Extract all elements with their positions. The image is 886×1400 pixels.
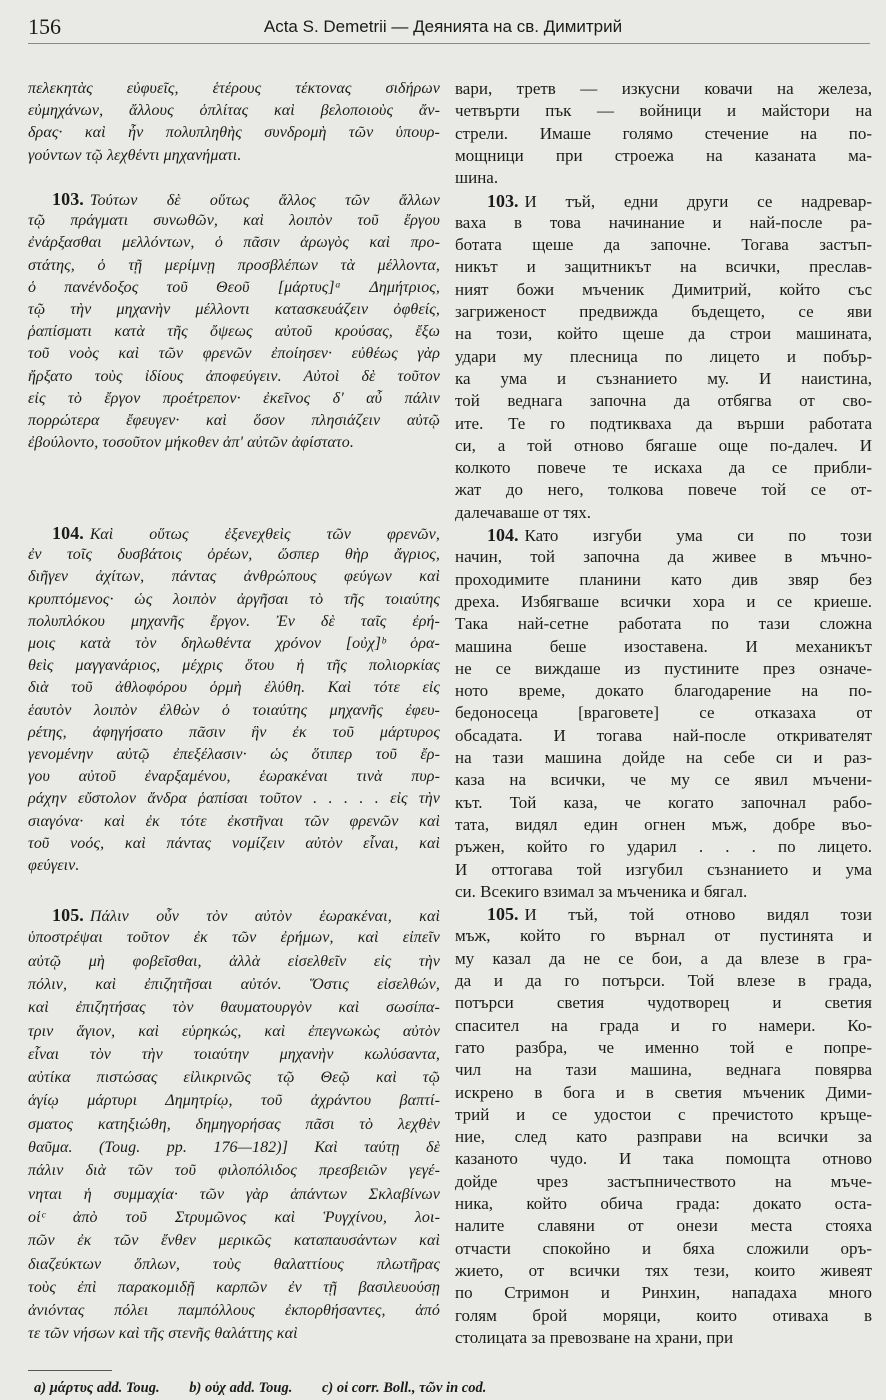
line-text: διῆγεν ἀχίτων, πάντας ἀνθρώπους φεύγων καὶ — [28, 568, 440, 586]
line-text: по Стримон и Ринхин, нападаха много — [455, 1283, 872, 1303]
text-line — [28, 677, 440, 699]
text-line — [52, 904, 440, 926]
text-line — [28, 1044, 440, 1066]
line-text: κρυπτόμενος· ὡς λοιπὸν ἀργῆσαι τὸ τῆς τοιαύτης — [28, 590, 440, 608]
line-text: бедоносеца [враговете] се отказаха от — [455, 703, 872, 723]
line-text: ἐν τοῖς δυσβάτοις ὀρέων, ὥσπερ θὴρ ἄγριος, — [28, 546, 440, 564]
footnote-rule — [28, 1370, 112, 1371]
text-line — [28, 1114, 440, 1136]
text-line — [487, 903, 872, 925]
line-text: διαζεύκτων ὅπλων, τοὺς θαλαττίους πλωτῆρας — [28, 1255, 440, 1273]
text-line — [455, 769, 872, 791]
text-line — [455, 78, 872, 100]
line-text: πελεκητὰς εὐφυεῖς, ἑτέρους τέκτονας σιδήρων — [28, 80, 440, 97]
line-text: τε τῶν νήσων καὶ τῆς στενῆς θαλάττης καὶ — [28, 1325, 298, 1343]
text-line — [487, 190, 872, 212]
line-text: δρας· καὶ ἦν πολυπληθὴς συνδρομὴ τῶν ὑπουρ- — [28, 124, 440, 142]
line-text: вари, третв — изкусни ковачи на железа, — [455, 79, 872, 98]
line-text: си, а той отново бягаше още по-далеч. И — [455, 435, 872, 455]
line-text: И тъй, едни други се надревар- — [524, 191, 872, 211]
text-line — [487, 524, 872, 546]
text-line — [455, 925, 872, 947]
text-line — [455, 435, 872, 457]
text-line — [28, 1254, 440, 1276]
text-line — [455, 502, 872, 524]
paragraph-number: 103. — [52, 189, 84, 209]
text-line — [455, 1305, 872, 1327]
text-line — [28, 1277, 440, 1299]
line-text: четвърти пък — войници и майстори на — [455, 101, 872, 121]
line-text: τῷ πράγματι συνωθῶν, καὶ λοιπὸν τοῦ ἔργου — [28, 212, 440, 230]
line-text: ръжен, който го ударил . . . по лицето. — [455, 837, 872, 857]
text-line — [455, 859, 872, 881]
line-text: гато разбра, че именно той е попре- — [455, 1037, 872, 1057]
line-text: на този, който щеше да строи машината, — [455, 324, 872, 344]
text-line — [28, 544, 440, 566]
text-line — [28, 974, 440, 996]
line-text: ние, след като разправи на всички за — [455, 1127, 872, 1147]
text-line — [455, 1015, 872, 1037]
line-text: ното време, докато благодарение на по- — [455, 681, 872, 701]
text-line — [455, 1059, 872, 1081]
text-line — [455, 747, 872, 769]
line-text: τριν ἅγιον, καὶ εὑρηκώς, καὶ ἐπεγνωκὼς αὐτὸν — [28, 1022, 440, 1040]
paragraph-number: 105. — [52, 905, 84, 925]
paragraph-number: 103. — [487, 190, 519, 211]
text-line — [455, 256, 872, 278]
text-line — [28, 1300, 440, 1322]
line-text: столицата за превозване на храни, при — [455, 1327, 734, 1347]
text-line — [28, 145, 440, 167]
text-line — [455, 1037, 872, 1059]
line-text: σιαγόνα· καὶ ἐκ τότε ἐκστῆναι τῶν φρενῶν καὶ — [28, 812, 440, 830]
line-text: мощници при строежа на казаната ма- — [455, 145, 872, 165]
page-number: 156 — [28, 14, 61, 39]
line-text: потърси светия чудотворец и светия — [455, 993, 872, 1013]
line-text: И оттогава той изгубил съзнанието и ума — [455, 859, 872, 879]
footnote-a: a) μάρτυς add. Toug. — [34, 1380, 160, 1396]
text-line — [28, 1160, 440, 1182]
line-text: μοις κατὰ τὸν δηλωθέντα χρόνον [οὐχ]ᵇ ὁρα- — [28, 635, 440, 652]
text-line — [455, 479, 872, 501]
text-line — [28, 1137, 440, 1159]
line-text: трий и се удостои с пречистото кръще- — [455, 1104, 872, 1124]
text-line — [28, 744, 440, 766]
text-line — [455, 301, 872, 323]
text-line — [28, 343, 440, 365]
line-text: ἤρξατο τοὺς ἰδίους ἀποφεύγειν. Αὐτοὶ δὲ τοῦτον — [28, 367, 440, 385]
line-text: обсадата. И тогава най-после откривателят — [455, 725, 872, 745]
paragraph-number: 105. — [487, 904, 519, 925]
line-text: ите. Те го подтикваха да върши работата — [455, 413, 872, 433]
text-line — [455, 725, 872, 747]
text-line — [455, 346, 872, 368]
text-line — [28, 589, 440, 611]
line-text: ράχην εὔστολον ἄνδρα ῥαπίσαι τοῦτον . . . . . εἰς τὴν — [28, 790, 440, 808]
text-line — [28, 951, 440, 973]
line-text: γενομένην αὐτῷ ἐπεξέλασιν· ὡς ὅτιπερ τοῦ ἔρ- — [28, 746, 440, 763]
line-text: И тъй, той отново видял този — [524, 905, 872, 925]
line-text: казаното чудо. И така помощта отново — [455, 1149, 872, 1169]
line-text: ρέτης, ἀφηγήσατο πᾶσιν ἣν ἐκ τοῦ μάρτυρος — [28, 723, 440, 741]
line-text: на тази машина дойде на себе си и раз- — [455, 748, 872, 767]
line-text: τοὺς ἐπὶ παρακομιδῇ καρπῶν ἐν τῇ βασιλευούσῃ — [28, 1278, 440, 1296]
line-text: ка ума и съзнанието му. И наистина, — [455, 368, 872, 388]
text-line — [28, 321, 440, 343]
text-line — [28, 78, 440, 100]
text-line — [28, 299, 440, 321]
text-line — [28, 210, 440, 232]
text-line — [28, 700, 440, 722]
line-text: Така най-сетне работата по тази сложна — [455, 614, 872, 634]
text-line — [455, 1082, 872, 1104]
line-text: πάλιν διὰ τῶν τοῦ φιλοπόλιδος πρεσβειῶν γεγέ- — [28, 1162, 440, 1180]
text-line — [28, 997, 440, 1019]
line-text: жието, от всички тях тези, които живеят — [455, 1260, 872, 1280]
line-text: ὑποστρέψαι τοῦτον ἐκ τῶν ἐρήμων, καὶ εἰπεῖν — [28, 929, 440, 947]
text-line — [28, 927, 440, 949]
line-text: дреха. Избягваше всички хора и се криеше. — [455, 591, 872, 611]
text-line — [455, 591, 872, 613]
header-rule — [28, 43, 870, 44]
text-line — [28, 766, 440, 788]
line-text: отчасти спокойно и бяха сложили оръ- — [455, 1238, 872, 1258]
line-text: ният божи мъченик Димитрий, който със — [455, 279, 872, 299]
line-text: Πάλιν οὖν τὸν αὐτὸν ἑωρακέναι, καὶ — [89, 908, 440, 925]
line-text: φεύγειν. — [28, 857, 80, 874]
text-line — [28, 232, 440, 254]
line-text: жат до него, толкова повече той се от- — [455, 480, 872, 500]
text-line — [455, 546, 872, 568]
text-line — [28, 100, 440, 122]
running-title: Acta S. Demetrii — Деянията на св. Димитрий — [263, 17, 623, 36]
text-line — [455, 992, 872, 1014]
line-text: Καὶ οὕτως ἐξενεχθεὶς τῶν φρενῶν, — [89, 526, 440, 543]
text-line — [455, 368, 872, 390]
line-text: ἀνιόντας πόλει παμπόλλους ἐκπορθήσαντες, ἀπό — [28, 1302, 440, 1320]
line-text: ἐνάρξασθαι μελλόντων, ὁ πᾶσιν ἀρωγὸς καὶ προ- — [28, 234, 440, 252]
line-text: да и да го потърси. Той влезе в града, — [455, 971, 872, 990]
paragraph-number: 104. — [52, 523, 84, 543]
line-text: не се виждаше из пустините през означе- — [455, 658, 872, 678]
text-line — [455, 1327, 872, 1349]
footnotes — [34, 1380, 512, 1397]
line-text: σματος κατηξιώθη, δημηγορήσας πᾶσι τὸ λεχθὲν — [28, 1115, 440, 1133]
footnote-c: c) οἱ corr. Boll., τῶν in cod. — [322, 1380, 487, 1396]
line-text: шина. — [455, 168, 499, 188]
text-line — [28, 432, 440, 454]
text-line — [455, 457, 872, 479]
text-line — [28, 633, 440, 655]
line-text: εἶναι τὸν τὴν τοιαύτην μηχανὴν κωλύσαντα, — [28, 1045, 440, 1063]
line-text: πῶν ἐκ τῶν ἔνθεν μερικῶς καταπαυσάντων καὶ — [28, 1232, 440, 1250]
text-line — [455, 413, 872, 435]
line-text: му казал да не се бои, а да влезе в гра- — [455, 948, 872, 968]
line-text: налите славяни от онези места стояха — [455, 1216, 872, 1236]
line-text: ника, който обича града: докато оста- — [455, 1194, 872, 1213]
line-text: никът и защитникът на всички, преслав- — [455, 257, 872, 277]
line-text: διὰ τοῦ ἀθλοφόρου ὁρμὴ ἐλύθη. Καὶ τότε εἰς — [28, 679, 440, 697]
line-text: οἱᶜ ἀπὸ τοῦ Στρυμῶνος καὶ Ῥυγχίνου, λοι- — [28, 1208, 440, 1226]
line-text: начин, той започна да живее в мъчно- — [455, 547, 872, 567]
line-text: τοῦ νοός, καὶ πάντας νομίζειν αὐτὸν εἶναι, καὶ — [28, 834, 440, 852]
footnote-b: b) οὐχ add. Toug. — [189, 1380, 293, 1396]
text-line — [28, 722, 440, 744]
text-line — [455, 323, 872, 345]
text-line — [455, 948, 872, 970]
line-text: θαῦμα. (Toug. pp. 176—182)] Καὶ ταύτῃ δὲ — [28, 1139, 440, 1156]
text-line — [455, 970, 872, 992]
text-line — [28, 811, 440, 833]
text-line — [28, 255, 440, 277]
line-text: ῥαπίσματι κατὰ τῆς ὄψεως αὐτοῦ κρούσας, ἔξω — [28, 323, 440, 341]
line-text: Като изгуби ума си по този — [524, 526, 872, 545]
line-text: γου αὐτοῦ ἐναρξαμένου, ἑωρακέναι τινὰ πυρ- — [28, 768, 440, 786]
line-text: ботата щеше да започне. Тогава застъп- — [455, 235, 872, 255]
line-text: εὐμηχάνων, ἄλλους ὁπλίτας καὶ βελοποιοὺς ἄν- — [28, 102, 440, 120]
text-line — [28, 122, 440, 144]
text-line — [28, 410, 440, 432]
text-line — [28, 833, 440, 855]
line-text: каза на всички, че му се явил мъчени- — [455, 770, 872, 790]
text-line — [28, 655, 440, 677]
text-line — [28, 855, 440, 877]
text-line — [52, 188, 440, 210]
text-line — [28, 1323, 440, 1345]
text-line — [455, 569, 872, 591]
line-text: искрено в бога и в светия мъченик Дими- — [455, 1082, 872, 1102]
line-text: πορρώτερα ἔφευγεν· καὶ ὅσον πλησιάζειν αὐτῷ — [28, 412, 440, 429]
line-text: чил на тази машина, веднага повярва — [455, 1060, 872, 1080]
text-line — [455, 1215, 872, 1237]
line-text: тата, видял един огнен мъж, добре въо- — [455, 814, 872, 834]
text-line — [28, 1090, 440, 1112]
text-line — [455, 1126, 872, 1148]
line-text: Τούτων δὲ οὕτως ἄλλος τῶν ἄλλων — [89, 192, 440, 209]
text-line — [28, 1067, 440, 1089]
text-line — [28, 788, 440, 810]
text-line — [455, 636, 872, 658]
line-text: ἐβούλοντο, τοσοῦτον μήκοθεν ἀπ' αὐτῶν ἀφίστατο. — [28, 434, 354, 452]
text-line — [455, 836, 872, 858]
line-text: той веднага започна да отбягва от сво- — [455, 391, 872, 411]
line-text: ἑαυτὸν λοιπὸν ἐλθὼν ὁ τοιαύτης μηχανῆς ἐφευ- — [28, 701, 440, 719]
text-line — [52, 522, 440, 544]
text-line — [455, 167, 872, 189]
line-text: αὐτῷ μὴ φοβεῖσθαι, ἀλλὰ εἰσελθεῖν εἰς τὴν — [28, 952, 440, 970]
text-line — [455, 792, 872, 814]
line-text: мъж, който го върнал от пустинята и — [455, 926, 872, 946]
line-text: удари му плесница по лицето и побър- — [455, 346, 872, 366]
line-text: εἰς τὸ ἔργον προέτρεπον· ἐκεῖνος δ' αὖ πάλιν — [28, 389, 440, 407]
text-line — [28, 1230, 440, 1252]
text-line — [28, 277, 440, 299]
line-text: νηται ἡ συμμαχία· τῶν γὰρ ἁπάντων Σκλαβίνων — [28, 1185, 440, 1203]
text-line — [455, 1282, 872, 1304]
text-line — [28, 1207, 440, 1229]
text-line — [455, 1193, 872, 1215]
text-line — [455, 279, 872, 301]
text-line — [455, 881, 872, 903]
line-text: καὶ ἐπιζητήσας τὸν θαυματουργὸν καὶ σωσίπα- — [28, 999, 440, 1017]
text-line — [455, 1148, 872, 1170]
text-line — [28, 611, 440, 633]
line-text: колкото повече те искаха да се прибли- — [455, 458, 872, 478]
text-line — [455, 1260, 872, 1282]
text-line — [28, 1021, 440, 1043]
text-line — [455, 658, 872, 680]
text-line — [455, 680, 872, 702]
line-text: голям брой моряци, които отиваха в — [455, 1305, 872, 1325]
text-line — [455, 1171, 872, 1193]
line-text: ὁ πανένδοξος τοῦ Θεοῦ [μάρτυς]ᵃ Δημήτριος, — [28, 278, 440, 296]
text-line — [455, 145, 872, 167]
text-line — [455, 613, 872, 635]
paragraph-number: 104. — [487, 525, 519, 545]
text-line — [455, 814, 872, 836]
line-text: πολυπλόκου μηχανῆς ἔργον. Ἐν δὲ ταῖς ἐρή- — [28, 612, 440, 630]
text-line — [28, 1184, 440, 1206]
line-text: дойде чрез застъпничеството на мъче- — [455, 1171, 872, 1191]
line-text: загриженост предвижда бъдещето, се яви — [455, 302, 872, 321]
text-line — [455, 1104, 872, 1126]
line-text: θεὶς μαγγανάριος, μέχρις ὅτου ἡ τῆς πολιορκίας — [28, 657, 440, 675]
line-text: спасител на града и го намери. Ко- — [455, 1015, 872, 1035]
line-text: ἁγίῳ μάρτυρι Δημητρίῳ, τοῦ ἀχράντου βαπτί- — [28, 1092, 440, 1110]
text-line — [455, 234, 872, 256]
line-text: γούντων τῷ λεχθέντι μηχανήματι. — [28, 146, 242, 164]
line-text: ваха в това начинание и най-после ра- — [455, 212, 872, 232]
text-line — [455, 390, 872, 412]
line-text: αὐτίκα πιστώσας εἰλικρινῶς τῷ Θεῷ καὶ τῷ — [28, 1069, 440, 1087]
text-line — [455, 1238, 872, 1260]
text-line — [455, 212, 872, 234]
text-line — [455, 702, 872, 724]
text-line — [28, 366, 440, 388]
line-text: си. Всекиго взимал за мъченика и бягал. — [455, 881, 748, 901]
line-text: машина беше изоставена. И механикът — [455, 636, 872, 656]
text-line — [28, 566, 440, 588]
line-text: τοῦ νοὸς καὶ τῶν φρενῶν ἐποίησεν· εὐθέως γὰρ — [28, 345, 440, 363]
line-text: далечаваше от тях. — [455, 502, 592, 522]
line-text: проходимите планини като див звяр без — [455, 569, 872, 589]
line-text: πόλιν, καὶ ἐπιζητῆσαι αὐτόν. Ὅστις εἰσελθών, — [28, 975, 440, 993]
text-line — [28, 388, 440, 410]
line-text: στάτης, ὁ τῇ μερίμνῃ προσβλέπων τὰ μέλλοντα, — [28, 256, 440, 274]
line-text: кът. Той каза, че когато започнал рабо- — [455, 792, 872, 812]
text-line — [455, 100, 872, 122]
line-text: стрели. Имаше голямо стечение на по- — [455, 123, 872, 143]
line-text: τῷ τὴν μηχανὴν μέλλοντι κατασκευάζειν ὀφθείς, — [28, 301, 440, 318]
text-line — [455, 123, 872, 145]
